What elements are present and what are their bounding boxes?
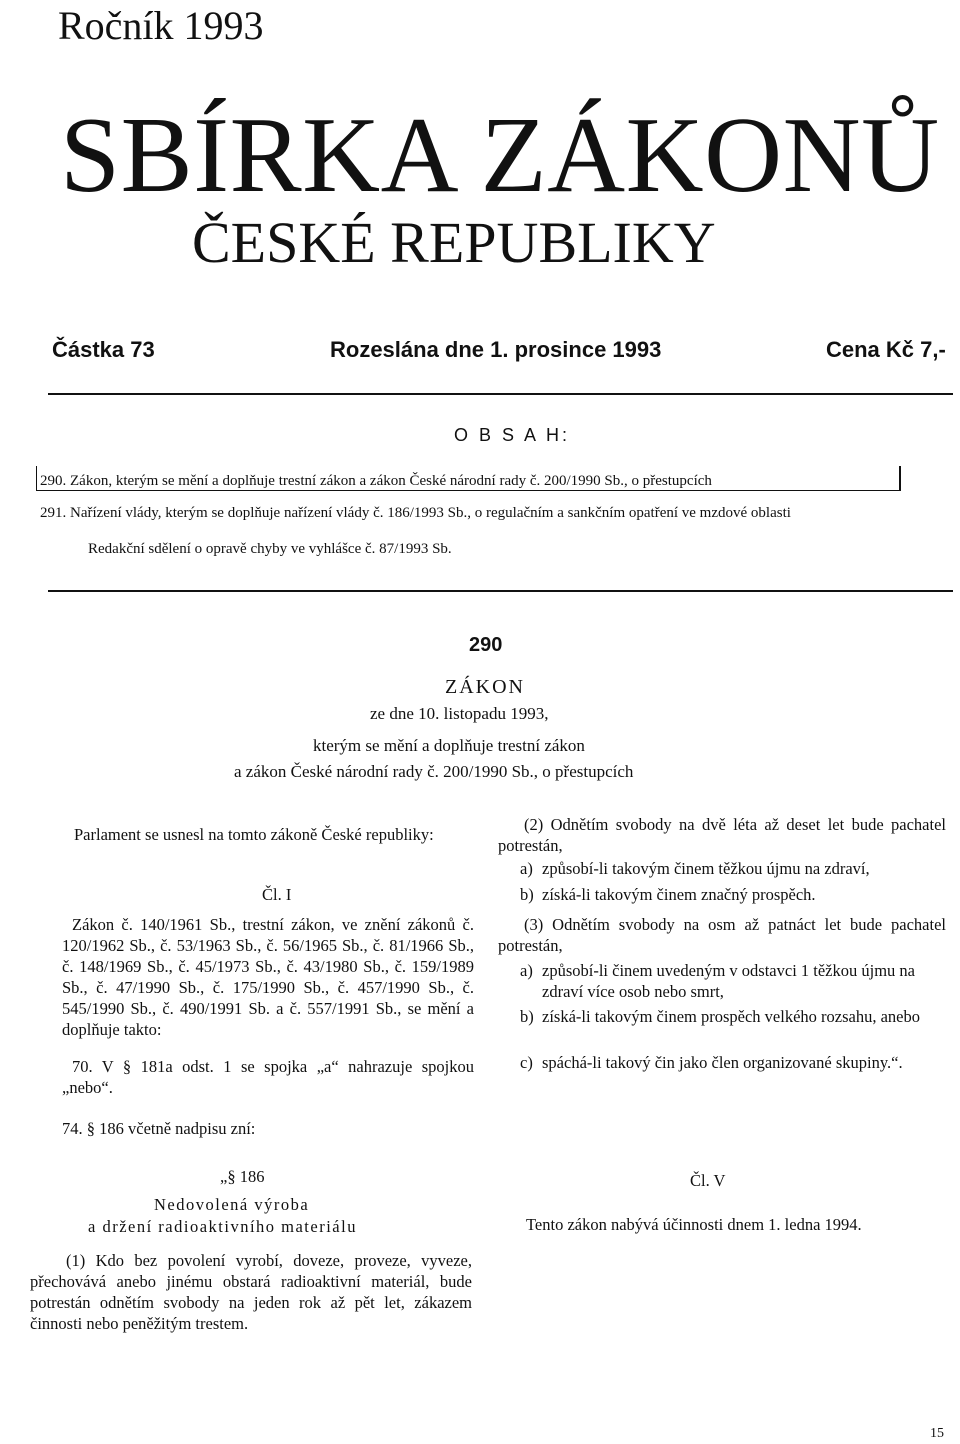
price: Cena Kč 7,- [826, 337, 946, 362]
toc-item-notice: Redakční sdělení o opravě chyby ve vyhlášce č. 87/1993 Sb. [88, 541, 452, 557]
divider-top [48, 393, 953, 395]
toc-item-290: 290. Zákon, kterým se mění a doplňuje trestní zákon a zákon České národní rady č. 200/1990 Sb., o přestupcích [40, 473, 712, 489]
para-2-a [520, 858, 960, 879]
part-number: Částka 73 [52, 337, 155, 362]
effective-date: Tento zákon nabývá účinnosti dnem 1. ledna 1994. [526, 1215, 862, 1234]
section-186-title-1: Nedovolená výroba [154, 1195, 310, 1214]
article-1-heading: Čl. I [262, 885, 292, 904]
toc-heading: O B S A H: [454, 425, 571, 445]
journal-subtitle: ČESKÉ REPUBLIKY [192, 210, 716, 275]
para-3-c [520, 1052, 956, 1073]
item-text: získá-li takovým činem značný prospěch. [542, 885, 816, 904]
law-kind: ZÁKON [445, 676, 525, 698]
sent-date: Rozeslána dne 1. prosince 1993 [330, 337, 662, 362]
toc-item-291: 291. Nařízení vlády, kterým se doplňuje nařízení vlády č. 186/1993 Sb., o regulačním a sankčním opatření ve mzdové oblasti [40, 505, 791, 521]
item-text: způsobí-li takovým činem těžkou újmu na zdraví, [542, 859, 870, 878]
para-3-b [520, 1006, 956, 1027]
section-186-para-1: (1) Kdo bez povolení vyrobí, doveze, proveze, vyveze, přechovává anebo jinému obstará radioaktivní materiál, bude potrestán odnětím svobody na jeden rok až pět let, zákazem činnosti nebo peněžitým trestem. [30, 1251, 472, 1333]
section-186-title-2: a držení radioaktivního materiálu [88, 1217, 357, 1236]
para-3: (3) Odnětím svobody na osm až patnáct let bude pachatel potrestán, [498, 915, 946, 955]
law-subject-1: kterým se mění a doplňuje trestní zákon [313, 736, 585, 755]
volume-year: Ročník 1993 [58, 3, 264, 48]
enactment-clause: Parlament se usnesl na tomto zákoně České republiky: [74, 825, 434, 844]
item-text: způsobí-li činem uvedeným v odstavci 1 těžkou újmu na zdraví více osob nebo smrt, [542, 961, 915, 1001]
law-subject-2: a zákon České národní rady č. 200/1990 Sb., o přestupcích [234, 762, 634, 781]
law-number: 290 [469, 634, 503, 656]
para-3-a [520, 960, 956, 1002]
amendment-74: 74. § 186 včetně nadpisu zní: [62, 1119, 256, 1138]
item-key: b) [520, 1007, 534, 1026]
article-5-heading: Čl. V [690, 1171, 726, 1190]
journal-title: SBÍRKA ZÁKONŮ [60, 96, 940, 215]
amendment-70: 70. V § 181a odst. 1 se spojka „a“ nahrazuje spojkou „nebo“. [62, 1057, 474, 1097]
para-2-b [520, 884, 960, 905]
para-2: (2) Odnětím svobody na dvě léta až deset let bude pachatel potrestán, [498, 815, 946, 855]
item-key: c) [520, 1053, 533, 1072]
item-text: spáchá-li takový čin jako člen organizované skupiny.“. [542, 1053, 903, 1072]
item-key: a) [520, 961, 533, 980]
item-key: a) [520, 859, 533, 878]
section-186-number: „§ 186 [220, 1167, 265, 1186]
item-text: získá-li takovým činem prospěch velkého rozsahu, anebo [542, 1007, 921, 1026]
law-date: ze dne 10. listopadu 1993, [370, 704, 549, 723]
item-key: b) [520, 885, 534, 904]
article-1-text: Zákon č. 140/1961 Sb., trestní zákon, ve znění zákonů č. 120/1962 Sb., č. 53/1963 Sb., č. 56/1965 Sb., č. 81/1966 Sb., č. 148/1969 Sb., č. 45/1973 Sb., č. 43/1980 Sb., č. 159/1989 Sb., č. 47/1990 Sb., č. 175/1990 Sb., č. 457/1990 Sb., č. 545/1990 Sb., č. 490/1991 Sb. a č. 557/1991 Sb., se mění a doplňuje takto: [62, 915, 474, 1039]
divider-toc [48, 590, 953, 592]
page-number: 15 [930, 1426, 944, 1441]
